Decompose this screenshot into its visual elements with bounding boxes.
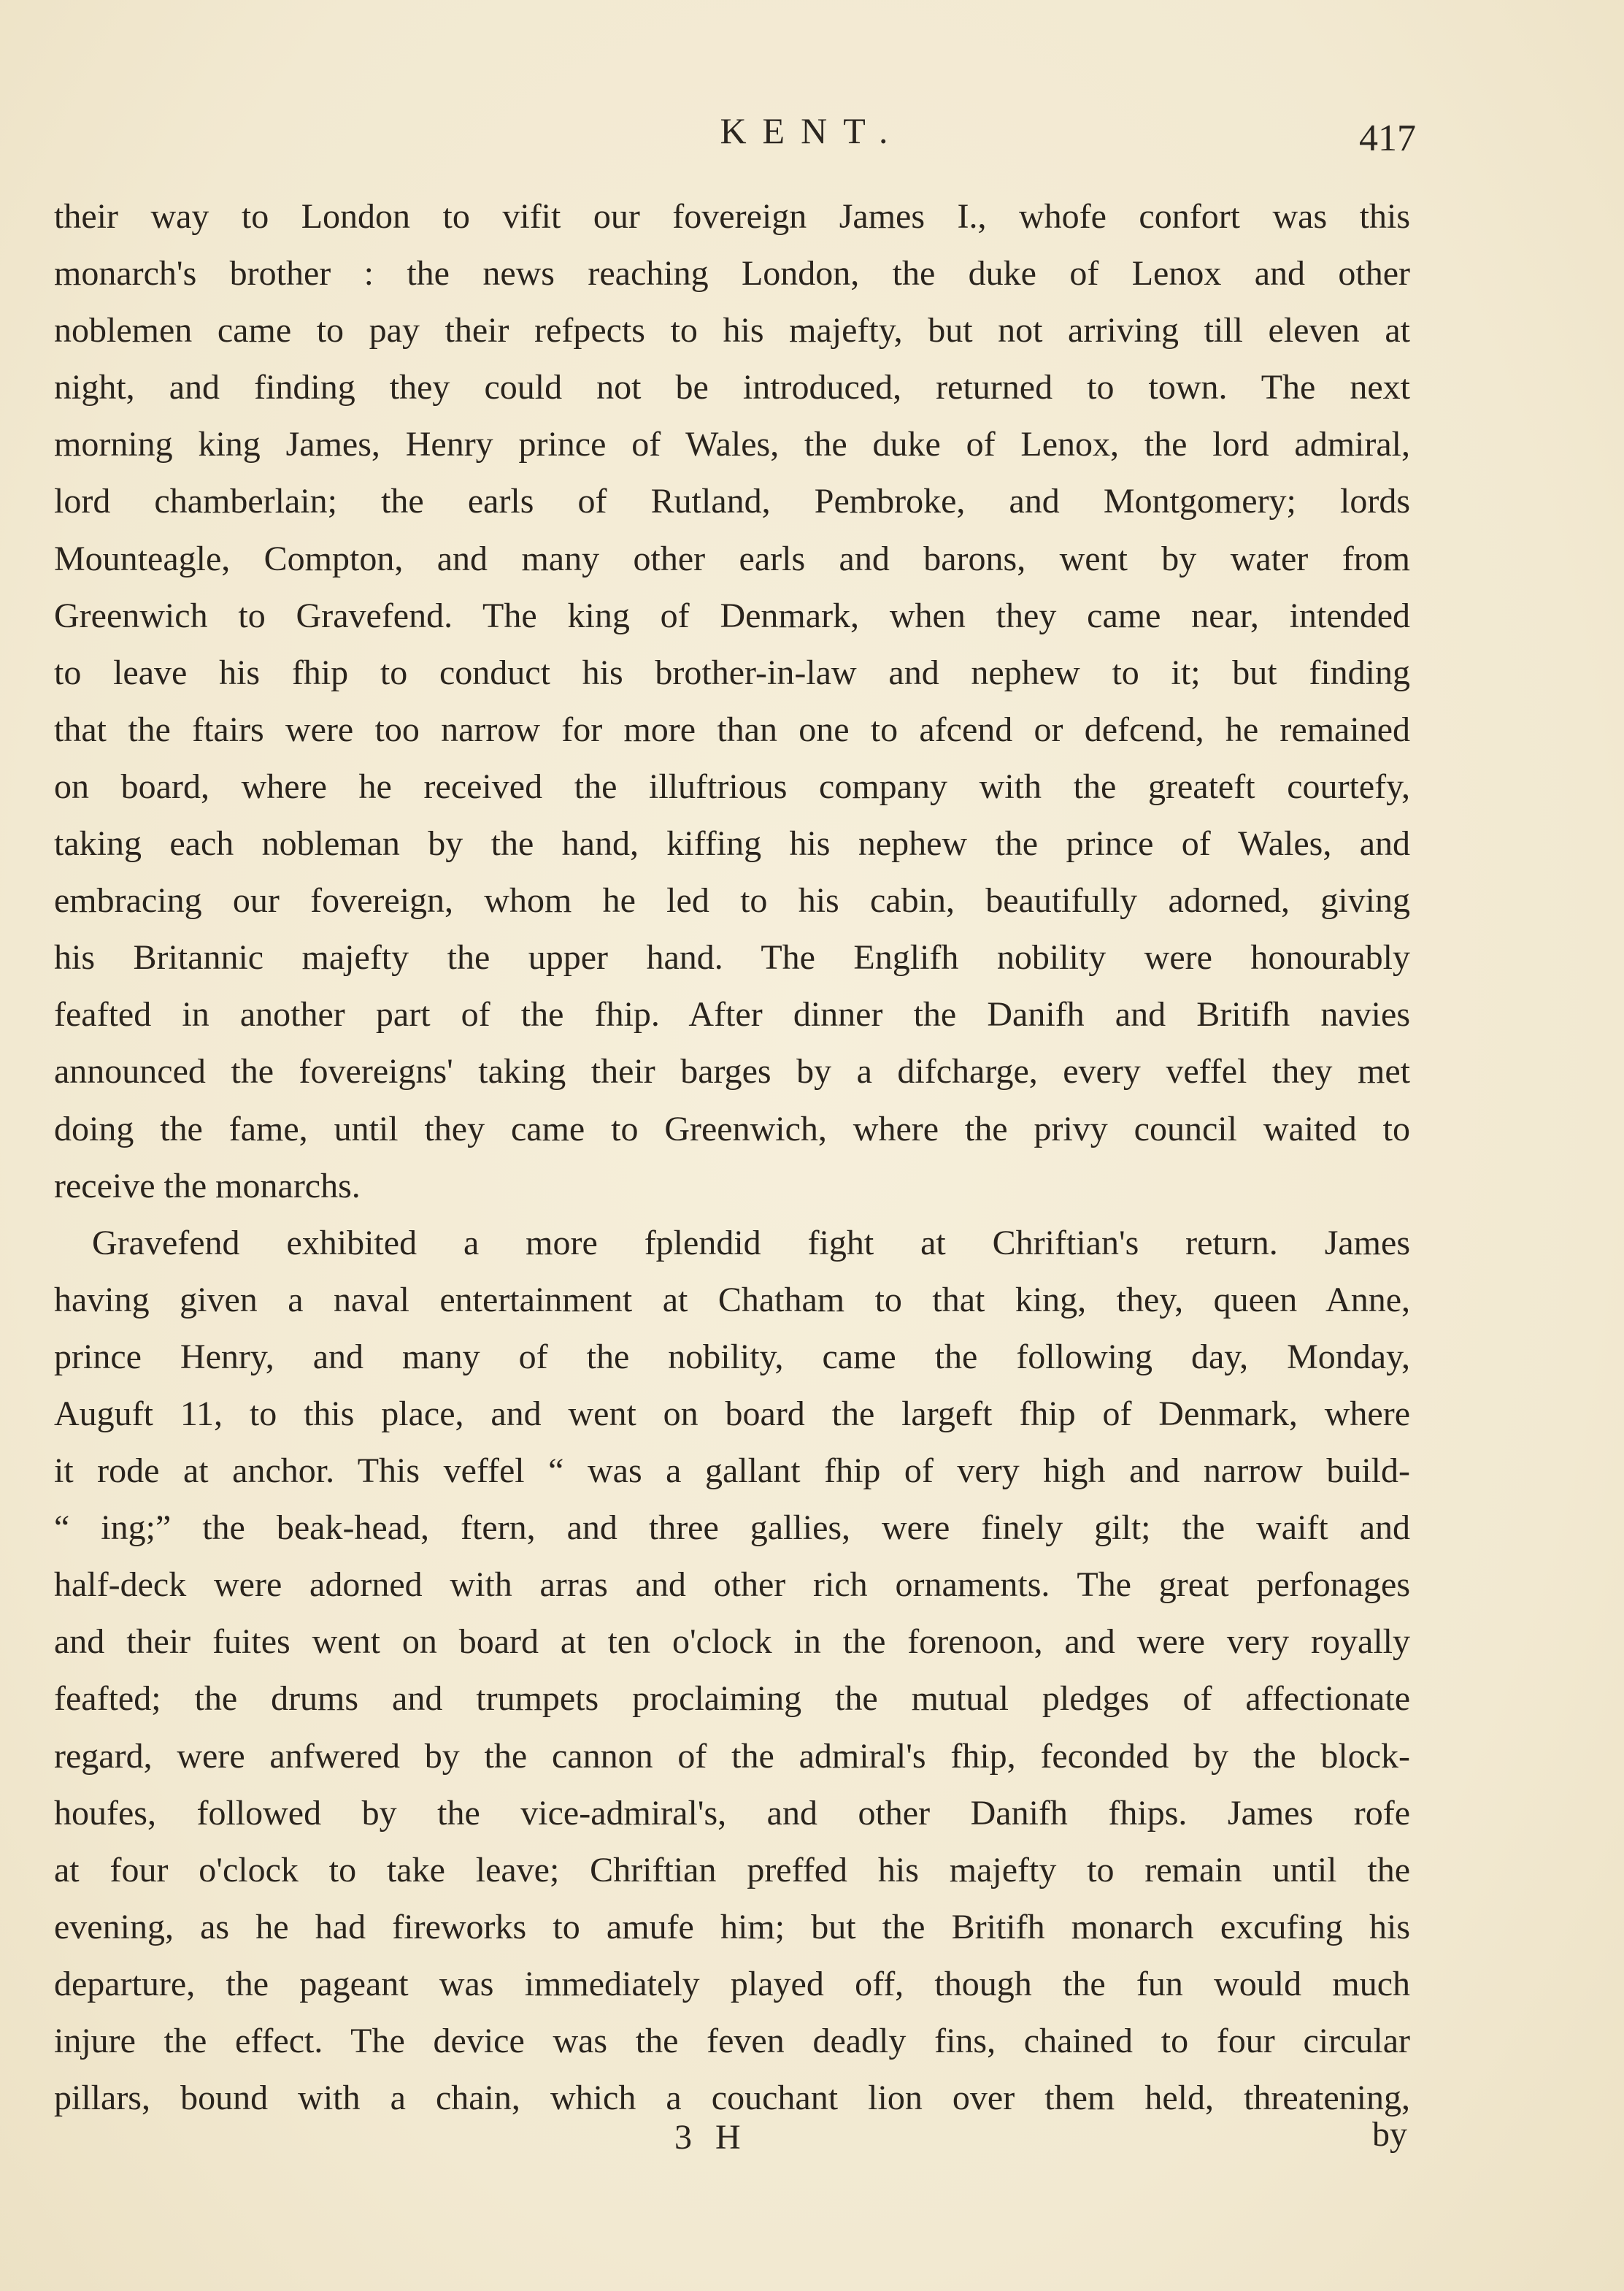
text-line: evening, as he had fireworks to amufe him; but the Britifh monarch excufing his <box>54 1907 1410 1946</box>
text-line: feafted; the drums and trumpets proclaiming the mutual pledges of affectionate <box>54 1679 1410 1719</box>
text-line: embracing our fovereign, whom he led to his cabin, beautifully adorned, giving <box>54 881 1410 921</box>
text-line: to leave his fhip to conduct his brother-in-law and nephew to it; but finding <box>54 653 1410 692</box>
text-line: their way to London to vifit our fovereign James I., whofe confort was this <box>54 197 1410 236</box>
text-line: on board, where he received the illuftrious company with the greateft courtefy, <box>54 767 1410 806</box>
text-line: half-deck were adorned with arras and other rich ornaments. The great perfonages <box>54 1565 1410 1605</box>
text-line: Greenwich to Gravefend. The king of Denmark, when they came near, intended <box>54 596 1410 635</box>
text-line: Mounteagle, Compton, and many other earls and barons, went by water from <box>54 539 1410 578</box>
running-head: KENT. <box>720 110 904 151</box>
text-line: morning king James, Henry prince of Wales, the duke of Lenox, the lord admiral, <box>54 425 1410 464</box>
text-line: “ ing;” the beak-head, ftern, and three gallies, were finely gilt; the waift and <box>54 1508 1410 1548</box>
text-line: his Britannic majefty the upper hand. The Englifh nobility were honourably <box>54 938 1410 978</box>
page-number: 417 <box>1359 118 1416 159</box>
signature-mark: 3 H <box>674 2118 748 2157</box>
text-line: at four o'clock to take leave; Chriftian preffed his majefty to remain until the <box>54 1850 1410 1889</box>
text-line: Auguft 11, to this place, and went on board the largeft fhip of Denmark, where <box>54 1394 1410 1433</box>
text-line: houfes, followed by the vice-admiral's, and other Danifh fhips. James rofe <box>54 1793 1410 1833</box>
text-line: monarch's brother : the news reaching London, the duke of Lenox and other <box>54 254 1410 293</box>
text-line: departure, the pageant was immediately played off, though the fun would much <box>54 1964 1410 2003</box>
text-line: injure the effect. The device was the feven deadly fins, chained to four circular <box>54 2022 1410 2060</box>
text-line: noblemen came to pay their refpects to his majefty, but not arriving till eleven at <box>54 311 1410 350</box>
text-line: prince Henry, and many of the nobility, came the following day, Monday, <box>54 1337 1410 1376</box>
text-line: doing the fame, until they came to Greenwich, where the privy council waited to <box>54 1109 1410 1148</box>
text-line: receive the monarchs. <box>54 1166 361 1205</box>
text-line: pillars, bound with a chain, which a couchant lion over them held, threatening, <box>54 2079 1410 2118</box>
text-line: announced the fovereigns' taking their barges by a difcharge, every veffel they met <box>54 1052 1410 1091</box>
text-line: taking each nobleman by the hand, kiffing his nephew the prince of Wales, and <box>54 824 1410 864</box>
text-line: Gravefend exhibited a more fplendid fight at Chriftian's return. James <box>92 1223 1410 1262</box>
text-line: lord chamberlain; the earls of Rutland, Pembroke, and Montgomery; lords <box>54 482 1410 521</box>
catchword: by <box>1372 2115 1407 2154</box>
text-line: having given a naval entertainment at Chatham to that king, they, queen Anne, <box>54 1280 1410 1319</box>
text-line: and their fuites went on board at ten o'clock in the forenoon, and were very royally <box>54 1622 1410 1662</box>
text-line: night, and finding they could not be introduced, returned to town. The next <box>54 368 1410 407</box>
text-line: feafted in another part of the fhip. After dinner the Danifh and Britifh navies <box>54 995 1410 1035</box>
text-line: regard, were anfwered by the cannon of the admiral's fhip, feconded by the block- <box>54 1736 1410 1776</box>
text-line: that the ftairs were too narrow for more than one to afcend or defcend, he remained <box>54 710 1410 749</box>
text-line: it rode at anchor. This veffel “ was a gallant fhip of very high and narrow build- <box>54 1451 1410 1491</box>
body-text <box>54 188 1410 2127</box>
